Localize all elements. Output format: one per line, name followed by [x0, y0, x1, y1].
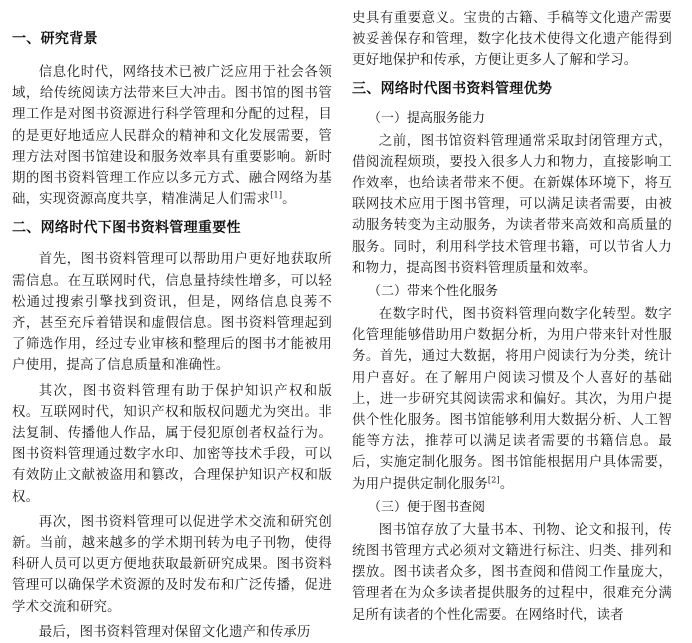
paragraph-importance-3: 再次，图书资料管理可以促进学术交流和研究创新。当前，越来越多的学术期刊转为电子刊物，使得科研人员可以更方便地获取最新研究成果。图书资料管理可以确保学术资源的及时发布和广泛传播，促进学术交流和研究。 [12, 514, 332, 615]
paragraph-personalized-service [352, 304, 672, 495]
paragraph-importance-1: 首先，图书资料管理可以帮助用户更好地获取所需信息。在互联网时代，信息量持续性增多，可以轻松通过搜索引擎找到资讯，但是，网络信息良莠不齐，甚至充斥着错误和虚假信息。图书资料管理起到了筛选作用，经过专业审核和整理后的图书才能被用户使用，提高了信息质量和准确性。 [12, 252, 332, 374]
paragraph-background [12, 62, 332, 210]
paragraph-end: 。 [499, 476, 514, 492]
right-column [352, 0, 672, 626]
subsection-heading-service-capability: （一）提高服务能力 [368, 110, 486, 126]
citation-marker: [2] [487, 475, 500, 485]
paragraph-end: 。 [282, 192, 296, 208]
paragraph-importance-2: 其次，图书资料管理有助于保护知识产权和版权。互联网时代，知识产权和版权问题尤为突出。非法复制、传播他人作品，属于侵犯原创者权益行为。图书资料管理通过数字水印、加密等技术手段，可以有效防止文献被盗用和篡改，合理保护知识产权和版权。 [12, 383, 332, 505]
citation-marker: [1] [270, 190, 283, 200]
subsection-heading-book-lookup: （三）便于图书查阅 [368, 499, 486, 515]
paragraph-importance-4: 最后，图书资料管理对保留文化遗产和传承历 [38, 624, 311, 640]
paragraph-continuation: 史具有重要意义。宝贵的古籍、手稿等文化遗产需要被妥善保存和管理，数字化技术使得文化遗产能得到更好地保护和传承，方便让更多人了解和学习。 [352, 11, 672, 69]
paragraph-text: 在数字时代，图书资料管理向数字化转型。数字化管理能够借助用户数据分析，为用户带来针对性服务。首先，通过大数据，将用户阅读行为分类，统计用户喜好。在了解用户阅读习惯及个人喜好的基础上，进一步研究其阅读需求和偏好。其次，为用户提供个性化服务。图书馆能够利用大数据分析、人工智能等方法，推荐可以满足读者需要的书籍信息。最后，实施定制化服务。图书馆能根据用户具体需要，为用户提供定制化服务 [352, 307, 672, 492]
section-heading-advantages: 三、网络时代图书资料管理优势 [352, 80, 553, 97]
section-heading-importance: 二、网络时代下图书资料管理重要性 [12, 220, 241, 237]
section-heading-research-background: 一、研究背景 [12, 31, 98, 47]
left-column [12, 0, 332, 643]
paragraph-book-lookup: 图书馆存放了大量书本、刊物、论文和报刊，传统图书管理方式必须对文籍进行标注、归类、排列和摆放。图书读者众多，图书查阅和借阅工作量庞大，管理者在为众多读者提供服务的过程中，很难充分满足所有读者的个性化需要。在网络时代，读者 [352, 522, 672, 623]
subsection-heading-personalized-service: （二）带来个性化服务 [368, 284, 499, 300]
paragraph-service-capability: 之前，图书馆资料管理通常采取封闭管理方式，借阅流程烦琐，要投入很多人力和物力，直接影响工作效率，也给读者带来不便。在新媒体环境下，将互联网技术应用于图书管理，可以满足读者需要，由被动服务转变为主动服务，为读者带来高效和高质量的服务。同时，利用科学技术管理书籍，可以节省人力和物力，提高图书资料管理质量和效率。 [352, 133, 672, 276]
paragraph-text: 信息化时代，网络技术已被广泛应用于社会各领域，给传统阅读方法带来巨大冲击。图书馆的图书管理工作是对图书资源进行科学管理和分配的过程，目的是更好地适应人民群众的精神和文化发展需要，管理方法对图书馆建设和服务效率具有重要影响。新时期的图书资料管理工作应以多元方式、融合网络为基础，实现资源高度共享，精准满足人们需求 [12, 65, 332, 208]
